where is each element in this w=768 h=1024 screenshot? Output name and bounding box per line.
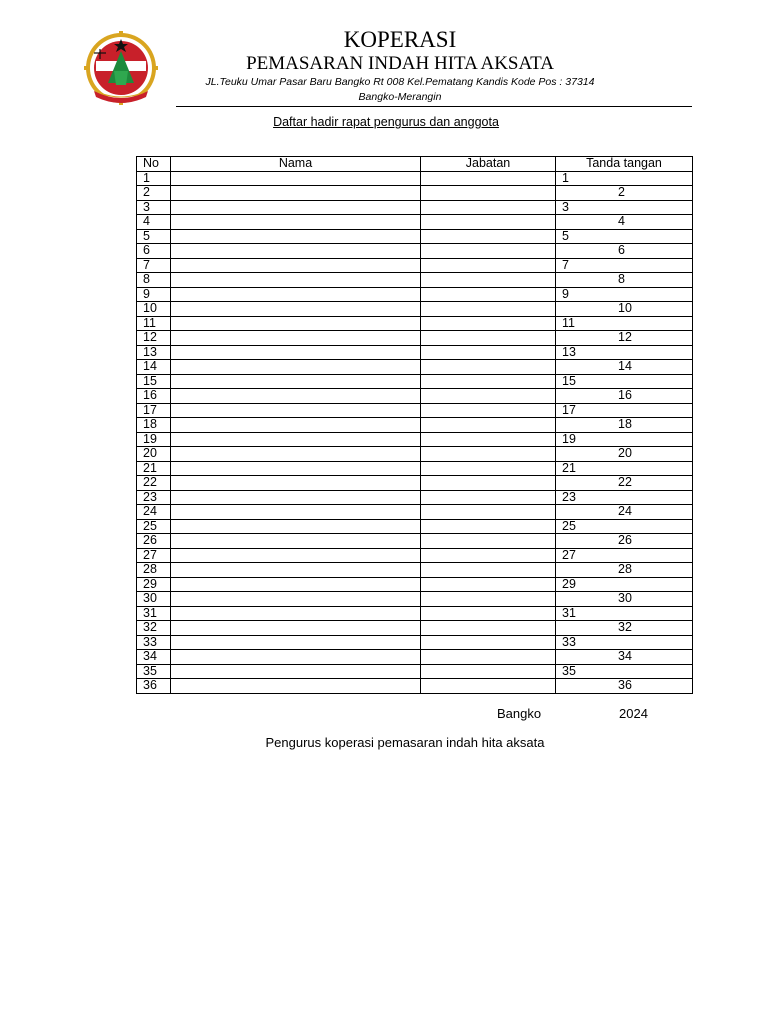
signature-cell[interactable]: 7: [556, 258, 693, 273]
nama-cell[interactable]: [171, 679, 421, 694]
table-row: [137, 606, 693, 621]
row-number: 13: [137, 345, 171, 360]
signature-cell[interactable]: 32: [556, 621, 693, 636]
signature-cell[interactable]: 23: [556, 490, 693, 505]
jabatan-cell[interactable]: [421, 606, 556, 621]
jabatan-cell[interactable]: [421, 505, 556, 520]
nama-cell[interactable]: [171, 302, 421, 317]
row-number: 16: [137, 389, 171, 404]
jabatan-cell[interactable]: [421, 287, 556, 302]
table-row: [137, 200, 693, 215]
row-number: 34: [137, 650, 171, 665]
signature-cell[interactable]: 22: [556, 476, 693, 491]
signature-cell[interactable]: 24: [556, 505, 693, 520]
row-number: 2: [137, 186, 171, 201]
signature-cell[interactable]: 6: [556, 244, 693, 259]
nama-cell[interactable]: [171, 171, 421, 186]
table-header-row: [137, 157, 693, 172]
nama-cell[interactable]: [171, 606, 421, 621]
column-header-tanda-tangan: Tanda tangan: [556, 157, 693, 172]
row-number: 18: [137, 418, 171, 433]
table-row: [137, 186, 693, 201]
jabatan-cell[interactable]: [421, 186, 556, 201]
nama-cell[interactable]: [171, 258, 421, 273]
org-address: JL.Teuku Umar Pasar Baru Bangko Rt 008 Kel.Pematang Kandis Kode Pos : 37314: [205, 76, 595, 88]
jabatan-cell[interactable]: [421, 389, 556, 404]
jabatan-cell[interactable]: [421, 548, 556, 563]
nama-cell[interactable]: [171, 287, 421, 302]
jabatan-cell[interactable]: [421, 345, 556, 360]
nama-cell[interactable]: [171, 519, 421, 534]
nama-cell[interactable]: [171, 200, 421, 215]
jabatan-cell[interactable]: [421, 215, 556, 230]
column-header-no: No: [137, 157, 171, 172]
row-number: 29: [137, 577, 171, 592]
table-row: [137, 418, 693, 433]
jabatan-cell[interactable]: [421, 577, 556, 592]
jabatan-cell[interactable]: [421, 360, 556, 375]
row-number: 9: [137, 287, 171, 302]
jabatan-cell[interactable]: [421, 302, 556, 317]
table-row: [137, 258, 693, 273]
table-row: [137, 345, 693, 360]
signature-cell[interactable]: 18: [556, 418, 693, 433]
jabatan-cell[interactable]: [421, 679, 556, 694]
table-row: [137, 621, 693, 636]
signature-cell[interactable]: 29: [556, 577, 693, 592]
row-number: 33: [137, 635, 171, 650]
nama-cell[interactable]: [171, 316, 421, 331]
signature-cell[interactable]: 19: [556, 432, 693, 447]
nama-cell[interactable]: [171, 490, 421, 505]
signature-cell[interactable]: 15: [556, 374, 693, 389]
nama-cell[interactable]: [171, 577, 421, 592]
nama-cell[interactable]: [171, 621, 421, 636]
signature-cell[interactable]: 16: [556, 389, 693, 404]
signature-cell[interactable]: 27: [556, 548, 693, 563]
table-row: [137, 374, 693, 389]
signature-cell[interactable]: 26: [556, 534, 693, 549]
row-number: 21: [137, 461, 171, 476]
jabatan-cell[interactable]: [421, 664, 556, 679]
nama-cell[interactable]: [171, 447, 421, 462]
attendance-table: [136, 156, 693, 694]
jabatan-cell[interactable]: [421, 273, 556, 288]
org-name-line1: KOPERASI: [343, 27, 457, 52]
table-row: [137, 519, 693, 534]
jabatan-cell[interactable]: [421, 476, 556, 491]
row-number: 4: [137, 215, 171, 230]
row-number: 28: [137, 563, 171, 578]
signature-cell[interactable]: 31: [556, 606, 693, 621]
jabatan-cell[interactable]: [421, 374, 556, 389]
row-number: 30: [137, 592, 171, 607]
row-number: 25: [137, 519, 171, 534]
row-number: 14: [137, 360, 171, 375]
row-number: 19: [137, 432, 171, 447]
table-row: [137, 389, 693, 404]
row-number: 36: [137, 679, 171, 694]
nama-cell[interactable]: [171, 360, 421, 375]
row-number: 23: [137, 490, 171, 505]
signature-cell[interactable]: 17: [556, 403, 693, 418]
table-row: [137, 302, 693, 317]
jabatan-cell[interactable]: [421, 432, 556, 447]
signature-cell[interactable]: 20: [556, 447, 693, 462]
table-row: [137, 331, 693, 346]
nama-cell[interactable]: [171, 229, 421, 244]
row-number: 15: [137, 374, 171, 389]
table-row: [137, 287, 693, 302]
jabatan-cell[interactable]: [421, 200, 556, 215]
signature-cell[interactable]: 2: [556, 186, 693, 201]
row-number: 8: [137, 273, 171, 288]
table-row: [137, 171, 693, 186]
row-number: 5: [137, 229, 171, 244]
column-header-nama: Nama: [171, 157, 421, 172]
jabatan-cell[interactable]: [421, 534, 556, 549]
nama-cell[interactable]: [171, 403, 421, 418]
signature-cell[interactable]: 11: [556, 316, 693, 331]
nama-cell[interactable]: [171, 476, 421, 491]
nama-cell[interactable]: [171, 432, 421, 447]
signature-cell[interactable]: 13: [556, 345, 693, 360]
nama-cell[interactable]: [171, 331, 421, 346]
row-number: 32: [137, 621, 171, 636]
row-number: 7: [137, 258, 171, 273]
signature-cell[interactable]: 10: [556, 302, 693, 317]
jabatan-cell[interactable]: [421, 244, 556, 259]
jabatan-cell[interactable]: [421, 258, 556, 273]
nama-cell[interactable]: [171, 374, 421, 389]
jabatan-cell[interactable]: [421, 418, 556, 433]
nama-cell[interactable]: [171, 664, 421, 679]
table-row: [137, 548, 693, 563]
nama-cell[interactable]: [171, 563, 421, 578]
signature-cell[interactable]: 1: [556, 171, 693, 186]
jabatan-cell[interactable]: [421, 447, 556, 462]
nama-cell[interactable]: [171, 186, 421, 201]
nama-cell[interactable]: [171, 345, 421, 360]
nama-cell[interactable]: [171, 418, 421, 433]
signature-year: 2024: [619, 706, 648, 721]
nama-cell[interactable]: [171, 534, 421, 549]
org-city: Bangko-Merangin: [358, 91, 442, 103]
table-row: [137, 229, 693, 244]
table-row: [137, 650, 693, 665]
jabatan-cell[interactable]: [421, 650, 556, 665]
table-row: [137, 316, 693, 331]
row-number: 20: [137, 447, 171, 462]
table-row: [137, 403, 693, 418]
nama-cell[interactable]: [171, 592, 421, 607]
row-number: 26: [137, 534, 171, 549]
row-number: 27: [137, 548, 171, 563]
signature-cell[interactable]: 33: [556, 635, 693, 650]
table-row: [137, 490, 693, 505]
row-number: 6: [137, 244, 171, 259]
signer-label: Pengurus koperasi pemasaran indah hita aksata: [265, 735, 545, 750]
signature-cell[interactable]: 25: [556, 519, 693, 534]
jabatan-cell[interactable]: [421, 316, 556, 331]
nama-cell[interactable]: [171, 244, 421, 259]
table-row: [137, 432, 693, 447]
table-row: [137, 592, 693, 607]
jabatan-cell[interactable]: [421, 331, 556, 346]
signature-cell[interactable]: 8: [556, 273, 693, 288]
table-row: [137, 563, 693, 578]
nama-cell[interactable]: [171, 461, 421, 476]
jabatan-cell[interactable]: [421, 563, 556, 578]
row-number: 10: [137, 302, 171, 317]
signature-cell[interactable]: 4: [556, 215, 693, 230]
row-number: 17: [137, 403, 171, 418]
row-number: 24: [137, 505, 171, 520]
row-number: 1: [137, 171, 171, 186]
signature-cell[interactable]: 30: [556, 592, 693, 607]
signature-cell[interactable]: 9: [556, 287, 693, 302]
nama-cell[interactable]: [171, 635, 421, 650]
jabatan-cell[interactable]: [421, 229, 556, 244]
jabatan-cell[interactable]: [421, 403, 556, 418]
document-title: Daftar hadir rapat pengurus dan anggota: [273, 115, 499, 129]
nama-cell[interactable]: [171, 389, 421, 404]
table-row: [137, 534, 693, 549]
table-row: [137, 505, 693, 520]
row-number: 12: [137, 331, 171, 346]
signature-cell[interactable]: 28: [556, 563, 693, 578]
jabatan-cell[interactable]: [421, 461, 556, 476]
signature-cell[interactable]: 3: [556, 200, 693, 215]
jabatan-cell[interactable]: [421, 592, 556, 607]
row-number: 35: [137, 664, 171, 679]
nama-cell[interactable]: [171, 215, 421, 230]
org-name-line2: PEMASARAN INDAH HITA AKSATA: [246, 53, 554, 74]
table-row: [137, 476, 693, 491]
table-row: [137, 679, 693, 694]
row-number: 31: [137, 606, 171, 621]
nama-cell[interactable]: [171, 273, 421, 288]
jabatan-cell[interactable]: [421, 171, 556, 186]
table-row: [137, 664, 693, 679]
row-number: 3: [137, 200, 171, 215]
header-divider: [176, 106, 692, 107]
column-header-jabatan: Jabatan: [421, 157, 556, 172]
nama-cell[interactable]: [171, 505, 421, 520]
jabatan-cell[interactable]: [421, 490, 556, 505]
jabatan-cell[interactable]: [421, 635, 556, 650]
table-row: [137, 273, 693, 288]
jabatan-cell[interactable]: [421, 519, 556, 534]
signature-cell[interactable]: 21: [556, 461, 693, 476]
table-row: [137, 244, 693, 259]
table-row: [137, 577, 693, 592]
row-number: 11: [137, 316, 171, 331]
table-row: [137, 360, 693, 375]
signature-cell[interactable]: 36: [556, 679, 693, 694]
signature-cell[interactable]: 12: [556, 331, 693, 346]
signature-cell[interactable]: 35: [556, 664, 693, 679]
signature-cell[interactable]: 5: [556, 229, 693, 244]
table-row: [137, 461, 693, 476]
signature-cell[interactable]: 34: [556, 650, 693, 665]
signature-cell[interactable]: 14: [556, 360, 693, 375]
signature-place: Bangko: [497, 706, 542, 721]
table-row: [137, 215, 693, 230]
nama-cell[interactable]: [171, 548, 421, 563]
nama-cell[interactable]: [171, 650, 421, 665]
jabatan-cell[interactable]: [421, 621, 556, 636]
table-row: [137, 635, 693, 650]
row-number: 22: [137, 476, 171, 491]
table-row: [137, 447, 693, 462]
